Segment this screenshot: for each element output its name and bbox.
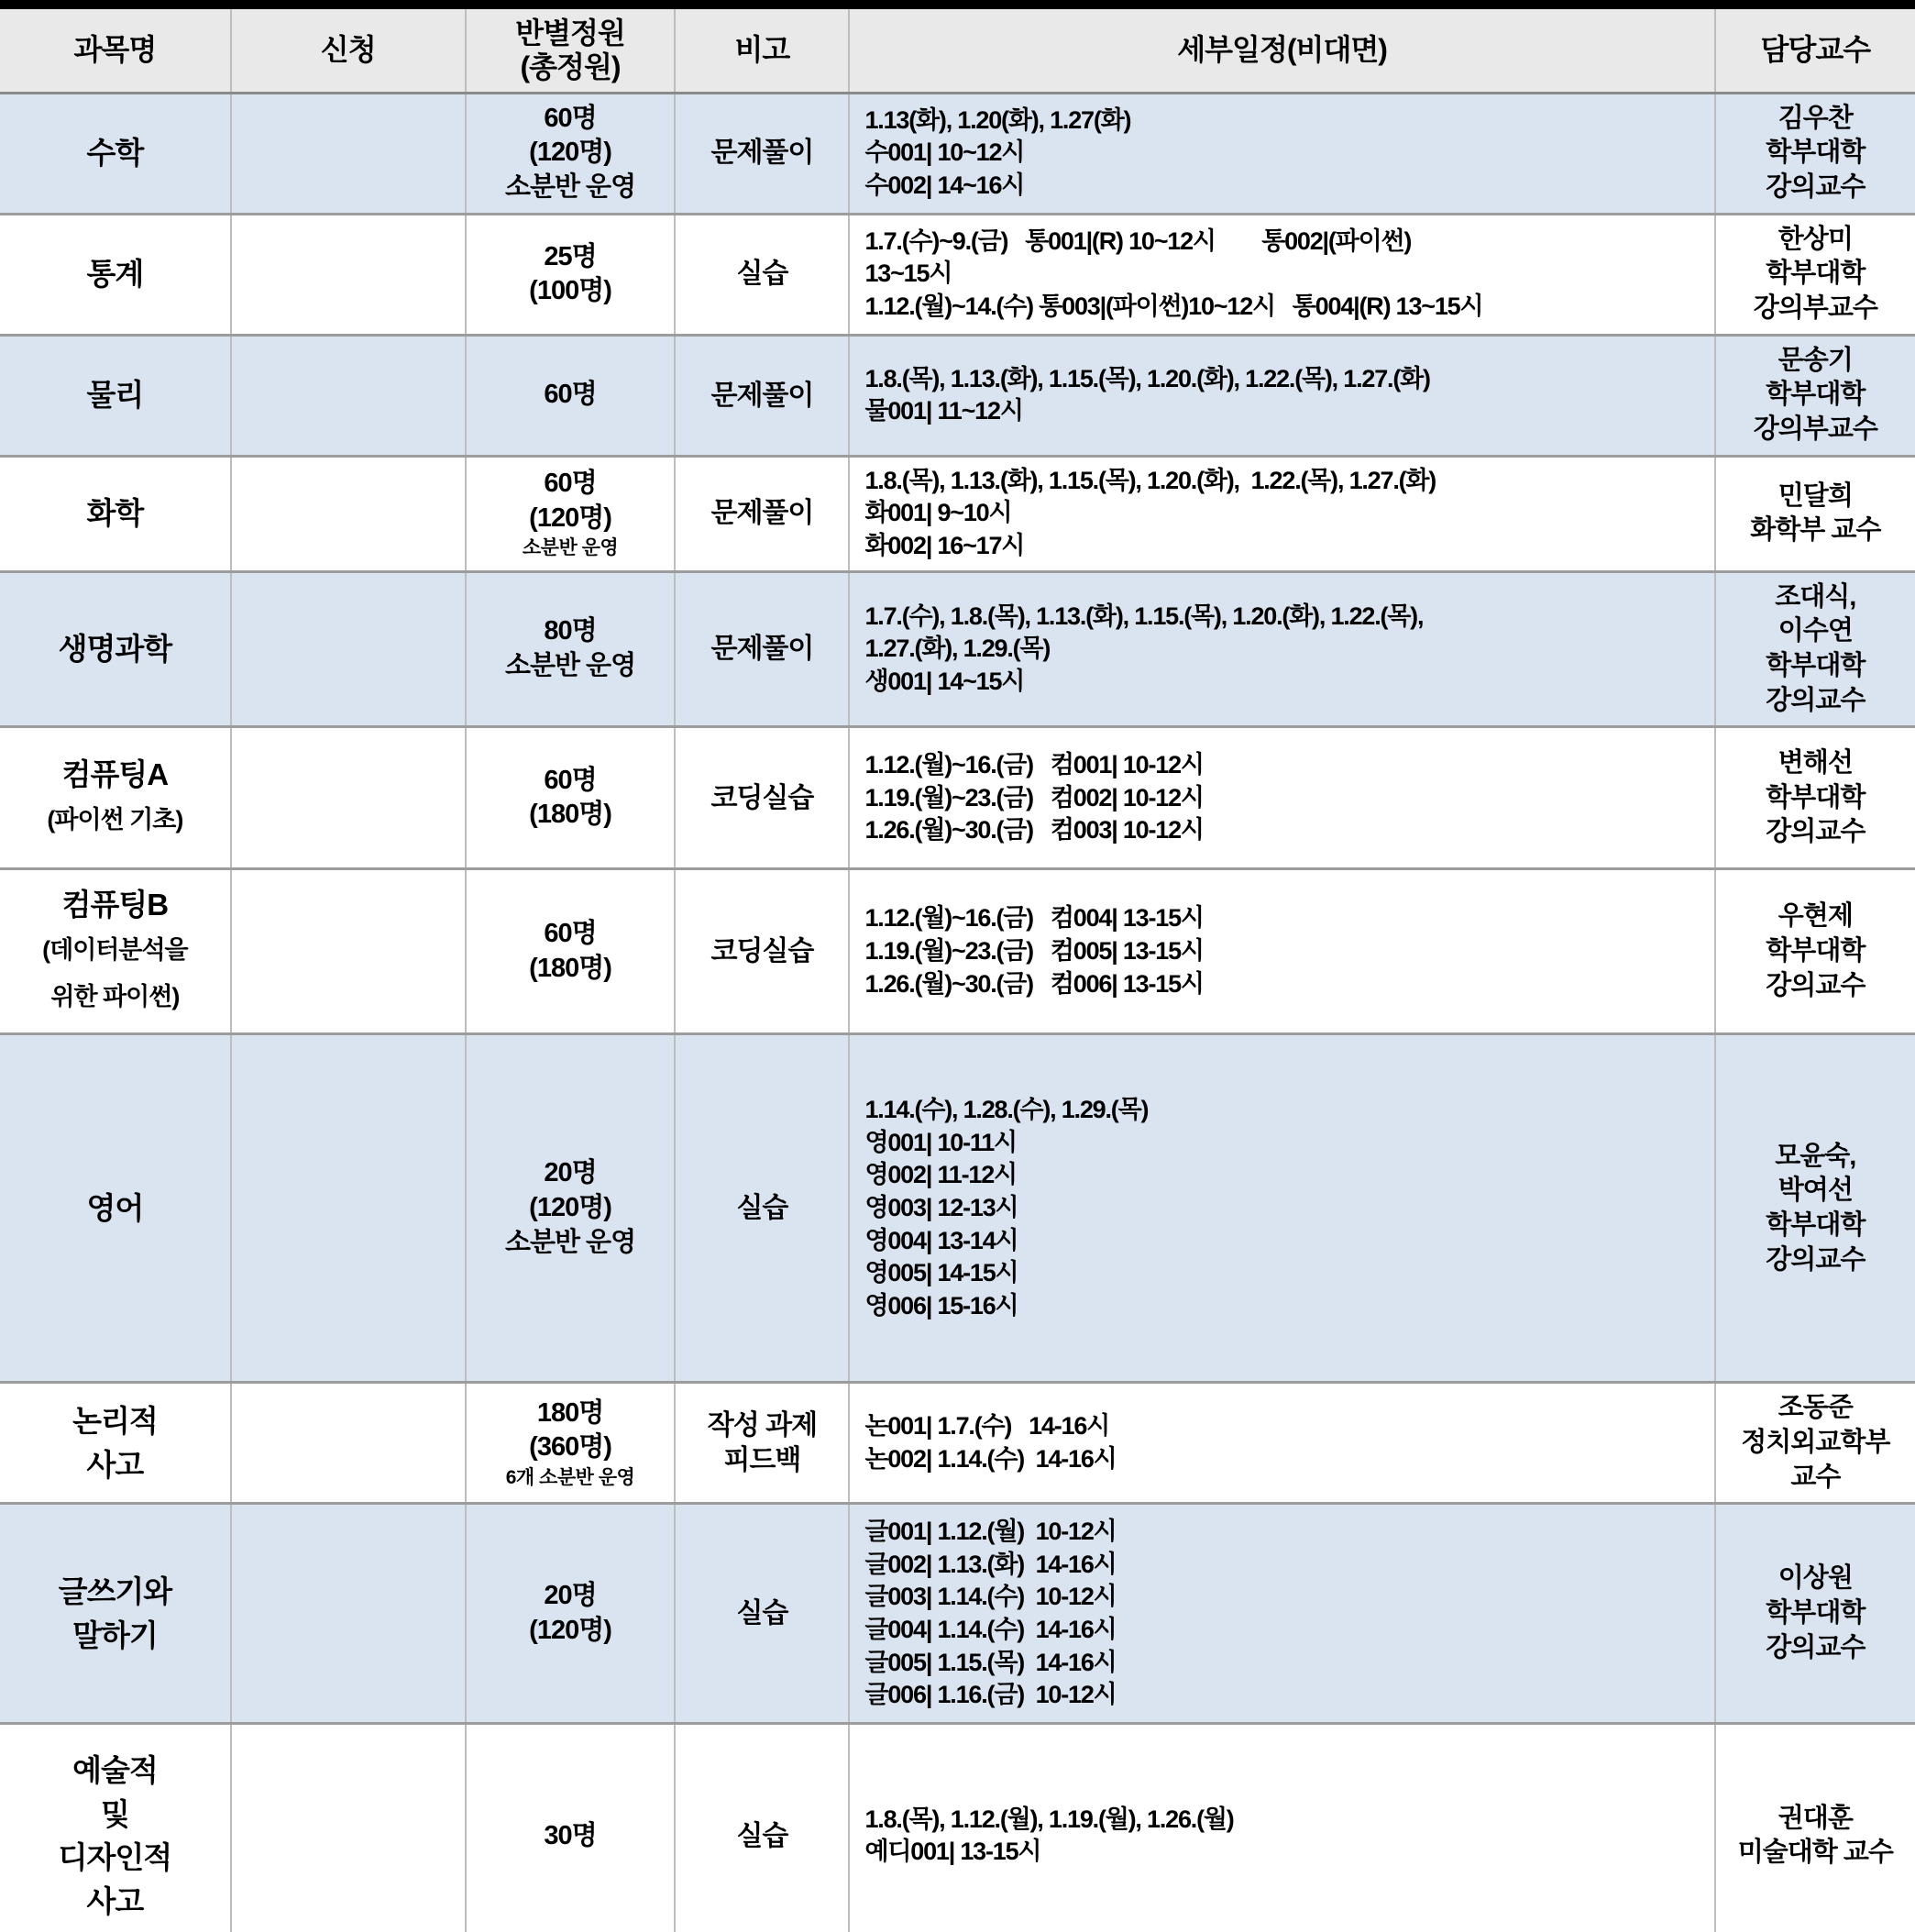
col-header-capacity xyxy=(467,9,677,92)
note-line: 문제풀이 xyxy=(710,380,814,411)
cell-schedule xyxy=(850,1035,1715,1381)
schedule-line: 글001| 1.12.(월) 10-12시 xyxy=(864,1518,1117,1546)
subject-name: 논리적 xyxy=(72,1404,158,1439)
professor-line: 정치외교학부 xyxy=(1741,1428,1890,1458)
cell-apply xyxy=(232,1725,467,1932)
note-line: 코딩실습 xyxy=(710,936,814,967)
cell-subject xyxy=(0,573,232,726)
schedule-line: 1.27.(화), 1.29.(목) xyxy=(864,635,1051,663)
cell-apply xyxy=(232,728,467,867)
schedule-line: 1.8.(목), 1.13.(화), 1.15.(목), 1.20.(화), 1.22.(목), 1.27.(화) xyxy=(864,466,1436,494)
professor-line: 강의부교수 xyxy=(1753,414,1877,445)
cell-professor xyxy=(1716,1725,1915,1932)
capacity-line: (120명) xyxy=(529,1193,611,1223)
cell-schedule xyxy=(850,1725,1715,1932)
capacity-line: 20명 xyxy=(544,1581,597,1611)
cell-subject xyxy=(0,1035,232,1381)
cell-professor xyxy=(1716,215,1915,334)
note-line: 문제풀이 xyxy=(710,634,814,665)
header-label: 신청 xyxy=(320,33,376,67)
table-row xyxy=(0,1384,1915,1505)
subject-name: 및 xyxy=(100,1796,129,1831)
subject-name: 디자인적 xyxy=(58,1840,172,1875)
schedule-line: 화001| 9~10시 xyxy=(864,499,1012,527)
schedule-line: 글005| 1.15.(목) 14-16시 xyxy=(864,1648,1117,1676)
table-row xyxy=(0,94,1915,215)
subject-name: 컴퓨팅B xyxy=(61,887,169,922)
table-header-row xyxy=(0,9,1915,94)
cell-professor xyxy=(1716,1035,1915,1381)
schedule-line: 1.26.(월)~30.(금) 컴006| 13-15시 xyxy=(864,969,1204,998)
cell-capacity xyxy=(467,458,677,570)
professor-line: 강의교수 xyxy=(1766,171,1865,202)
professor-line: 교수 xyxy=(1790,1462,1841,1492)
schedule-line: 영003| 12-13시 xyxy=(864,1194,1018,1222)
professor-line: 민달희 xyxy=(1777,480,1853,511)
cell-note xyxy=(676,728,850,867)
professor-line: 학부대학 xyxy=(1766,651,1865,681)
capacity-line: (100명) xyxy=(529,276,611,306)
professor-line: 학부대학 xyxy=(1766,380,1865,410)
cell-capacity xyxy=(467,337,677,455)
cell-schedule xyxy=(850,1384,1715,1502)
capacity-line: 20명 xyxy=(544,1158,597,1188)
capacity-line: 180명 xyxy=(536,1397,604,1428)
cell-note xyxy=(676,1725,850,1932)
cell-schedule xyxy=(850,1505,1715,1722)
table-row xyxy=(0,458,1915,573)
capacity-line: 30명 xyxy=(544,1820,597,1850)
capacity-line: (180명) xyxy=(529,800,611,830)
subject-subtitle: 위한 파이썬) xyxy=(50,982,180,1010)
cell-capacity xyxy=(467,1035,677,1381)
note-line: 작성 과제 xyxy=(707,1410,818,1441)
schedule-line: 1.13(화), 1.20(화), 1.27(화) xyxy=(864,105,1131,134)
schedule-line: 1.19.(월)~23.(금) 컴005| 13-15시 xyxy=(864,937,1204,966)
table-row xyxy=(0,1035,1915,1384)
capacity-line: (360명) xyxy=(529,1432,611,1463)
note-line: 실습 xyxy=(736,1820,788,1851)
note-line: 코딩실습 xyxy=(710,782,814,813)
col-header-subject xyxy=(0,9,232,92)
schedule-line: 1.7.(수), 1.8.(목), 1.13.(화), 1.15.(목), 1.20.(화), 1.22.(목), xyxy=(864,602,1424,630)
professor-line: 학부대학 xyxy=(1766,1209,1865,1240)
professor-line: 조대식, xyxy=(1775,581,1856,612)
capacity-line: (120명) xyxy=(529,138,611,168)
cell-subject xyxy=(0,1384,232,1502)
cell-schedule xyxy=(850,573,1715,726)
cell-apply xyxy=(232,1035,467,1381)
header-label: 비고 xyxy=(734,33,790,67)
professor-line: 이상원 xyxy=(1777,1563,1853,1594)
table-row xyxy=(0,1505,1915,1725)
cell-note xyxy=(676,1384,850,1502)
cell-schedule xyxy=(850,728,1715,867)
cell-capacity xyxy=(467,573,677,726)
professor-line: 강의교수 xyxy=(1766,817,1865,847)
professor-line: 화학부 교수 xyxy=(1750,515,1881,546)
subject-name: 사고 xyxy=(86,1884,144,1919)
professor-line: 조동준 xyxy=(1777,1393,1853,1423)
schedule-line: 1.12.(월)~16.(금) 컴001| 10-12시 xyxy=(864,750,1204,778)
cell-schedule xyxy=(850,870,1715,1032)
capacity-line: 60명 xyxy=(544,765,597,795)
col-header-apply xyxy=(232,9,467,92)
schedule-line: 예디001| 13-15시 xyxy=(864,1838,1041,1866)
professor-line: 학부대학 xyxy=(1766,782,1865,812)
cell-subject xyxy=(0,728,232,867)
cell-capacity xyxy=(467,1505,677,1722)
capacity-line: 소분반 운영 xyxy=(504,171,636,202)
cell-schedule xyxy=(850,215,1715,334)
professor-line: 권대훈 xyxy=(1777,1803,1853,1833)
cell-subject xyxy=(0,94,232,213)
header-label: 세부일정(비대면) xyxy=(1177,33,1387,67)
cell-professor xyxy=(1716,337,1915,455)
schedule-line: 영002| 11-12시 xyxy=(864,1161,1017,1189)
cell-note xyxy=(676,573,850,726)
capacity-line: 60명 xyxy=(544,380,597,410)
cell-apply xyxy=(232,215,467,334)
note-line: 피드백 xyxy=(723,1444,801,1475)
capacity-line: (180명) xyxy=(529,953,611,983)
cell-subject xyxy=(0,870,232,1032)
schedule-line: 수002| 14~16시 xyxy=(864,171,1025,199)
cell-capacity xyxy=(467,870,677,1032)
schedule-line: 글003| 1.14.(수) 10-12시 xyxy=(864,1583,1117,1611)
cell-professor xyxy=(1716,94,1915,213)
subject-name: 화학 xyxy=(86,496,144,531)
header-label: 반별정원 xyxy=(515,17,625,50)
subject-subtitle: (데이터분석을 xyxy=(42,935,188,964)
schedule-line: 1.19.(월)~23.(금) 컴002| 10-12시 xyxy=(864,783,1204,811)
schedule-line: 글002| 1.13.(화) 14-16시 xyxy=(864,1550,1117,1578)
schedule-line: 물001| 11~12시 xyxy=(864,397,1023,425)
cell-note xyxy=(676,337,850,455)
professor-line: 강의부교수 xyxy=(1753,293,1877,324)
cell-note xyxy=(676,1035,850,1381)
cell-note xyxy=(676,870,850,1032)
capacity-line: (120명) xyxy=(529,1615,611,1645)
cell-subject xyxy=(0,215,232,334)
subject-name: 통계 xyxy=(86,257,144,292)
cell-capacity xyxy=(467,1384,677,1502)
schedule-line: 1.8.(목), 1.12.(월), 1.19.(월), 1.26.(월) xyxy=(864,1805,1234,1833)
professor-line: 김우찬 xyxy=(1777,103,1853,133)
cell-capacity xyxy=(467,94,677,213)
table-row xyxy=(0,728,1915,870)
cell-professor xyxy=(1716,458,1915,570)
cell-schedule xyxy=(850,458,1715,570)
cell-apply xyxy=(232,1505,467,1722)
professor-line: 이수연 xyxy=(1777,616,1853,646)
capacity-small-note: 소분반 운영 xyxy=(522,537,619,559)
cell-apply xyxy=(232,1384,467,1502)
capacity-line: 소분반 운영 xyxy=(504,651,636,681)
subject-name: 컴퓨팅A xyxy=(61,756,169,791)
schedule-line: 논002| 1.14.(수) 14-16시 xyxy=(864,1444,1117,1473)
cell-schedule xyxy=(850,337,1715,455)
cell-apply xyxy=(232,458,467,570)
top-black-bar xyxy=(0,0,1915,9)
capacity-line: 60명 xyxy=(544,919,597,949)
schedule-line: 영004| 13-14시 xyxy=(864,1226,1018,1254)
table-row xyxy=(0,1725,1915,1932)
schedule-line: 생001| 14~15시 xyxy=(864,667,1025,695)
schedule-line: 1.7.(수)~9.(금) 통001|(R) 10~12시 통002|(파이썬) xyxy=(864,226,1412,255)
course-table xyxy=(0,9,1915,1932)
cell-apply xyxy=(232,94,467,213)
cell-capacity xyxy=(467,1725,677,1932)
table-row xyxy=(0,337,1915,458)
capacity-line: (120명) xyxy=(529,502,611,533)
professor-line: 학부대학 xyxy=(1766,259,1865,289)
cell-professor xyxy=(1716,870,1915,1032)
schedule-line: 영006| 15-16시 xyxy=(864,1291,1018,1319)
professor-line: 변해선 xyxy=(1777,747,1853,778)
note-line: 실습 xyxy=(736,259,788,290)
cell-note xyxy=(676,215,850,334)
cell-subject xyxy=(0,1725,232,1932)
note-line: 실습 xyxy=(736,1193,788,1224)
cell-professor xyxy=(1716,728,1915,867)
table-row xyxy=(0,573,1915,729)
cell-professor xyxy=(1716,1384,1915,1502)
schedule-line: 영005| 14-15시 xyxy=(864,1259,1018,1287)
subject-name: 사고 xyxy=(86,1447,144,1482)
schedule-line: 1.26.(월)~30.(금) 컴003| 10-12시 xyxy=(864,816,1204,845)
header-label: 담당교수 xyxy=(1760,33,1871,67)
cell-note xyxy=(676,458,850,570)
header-label: (총정원) xyxy=(520,50,621,83)
table-row xyxy=(0,870,1915,1035)
professor-line: 박여선 xyxy=(1777,1176,1853,1206)
professor-line: 강의교수 xyxy=(1766,1244,1865,1275)
professor-line: 학부대학 xyxy=(1766,138,1865,168)
schedule-line: 화002| 16~17시 xyxy=(864,532,1025,560)
schedule-line: 영001| 10-11시 xyxy=(864,1128,1017,1156)
cell-apply xyxy=(232,573,467,726)
subject-name: 말하기 xyxy=(72,1617,158,1652)
capacity-line: 25명 xyxy=(544,241,597,271)
professor-line: 학부대학 xyxy=(1766,936,1865,966)
cell-note xyxy=(676,1505,850,1722)
cell-note xyxy=(676,94,850,213)
cell-subject xyxy=(0,1505,232,1722)
professor-line: 문송기 xyxy=(1777,345,1853,375)
subject-name: 영어 xyxy=(86,1190,144,1225)
col-header-professor xyxy=(1716,9,1915,92)
col-header-schedule xyxy=(850,9,1715,92)
professor-line: 학부대학 xyxy=(1766,1598,1865,1628)
schedule-line: 1.14.(수), 1.28.(수), 1.29.(목) xyxy=(864,1096,1149,1124)
note-line: 문제풀이 xyxy=(710,138,814,169)
cell-apply xyxy=(232,870,467,1032)
cell-capacity xyxy=(467,728,677,867)
schedule-line: 수001| 10~12시 xyxy=(864,138,1025,167)
col-header-note xyxy=(676,9,850,92)
subject-subtitle: (파이썬 기초) xyxy=(47,805,183,834)
schedule-line: 글004| 1.14.(수) 14-16시 xyxy=(864,1615,1117,1643)
capacity-line: 80명 xyxy=(544,616,597,646)
capacity-line: 소분반 운영 xyxy=(504,1227,636,1257)
professor-line: 강의교수 xyxy=(1766,970,1865,1000)
cell-schedule xyxy=(850,94,1715,213)
subject-name: 생명과학 xyxy=(58,632,172,667)
professor-line: 강의교수 xyxy=(1766,1632,1865,1662)
professor-line: 한상미 xyxy=(1777,224,1853,254)
cell-subject xyxy=(0,337,232,455)
schedule-line: 1.12.(월)~16.(금) 컴004| 13-15시 xyxy=(864,904,1204,933)
professor-line: 우현제 xyxy=(1777,901,1853,932)
table-row xyxy=(0,215,1915,337)
professor-line: 강의교수 xyxy=(1766,685,1865,715)
schedule-line: 1.12.(월)~14.(수) 통003|(파이썬)10~12시 통004|(R) 13~15시 xyxy=(864,293,1483,320)
note-line: 실습 xyxy=(736,1598,788,1629)
capacity-small-note: 6개 소분반 운영 xyxy=(505,1466,635,1488)
capacity-line: 60명 xyxy=(544,468,597,498)
schedule-line: 논001| 1.7.(수) 14-16시 xyxy=(864,1412,1110,1441)
subject-name: 예술적 xyxy=(72,1752,158,1787)
cell-capacity xyxy=(467,215,677,334)
subject-name: 물리 xyxy=(86,378,144,413)
header-label: 과목명 xyxy=(73,33,157,67)
capacity-line: 60명 xyxy=(544,103,597,133)
cell-professor xyxy=(1716,1505,1915,1722)
cell-apply xyxy=(232,337,467,455)
schedule-line: 1.8.(목), 1.13.(화), 1.15.(목), 1.20.(화), 1.22.(목), 1.27.(화) xyxy=(864,364,1430,392)
subject-name: 수학 xyxy=(86,136,144,171)
schedule-line: 13~15시 xyxy=(864,259,952,288)
cell-subject xyxy=(0,458,232,570)
schedule-line: 글006| 1.16.(금) 10-12시 xyxy=(864,1681,1117,1709)
note-line: 문제풀이 xyxy=(710,498,814,529)
cell-professor xyxy=(1716,573,1915,726)
professor-line: 미술대학 교수 xyxy=(1737,1838,1893,1868)
subject-name: 글쓰기와 xyxy=(58,1574,172,1609)
professor-line: 모윤숙, xyxy=(1775,1141,1856,1171)
